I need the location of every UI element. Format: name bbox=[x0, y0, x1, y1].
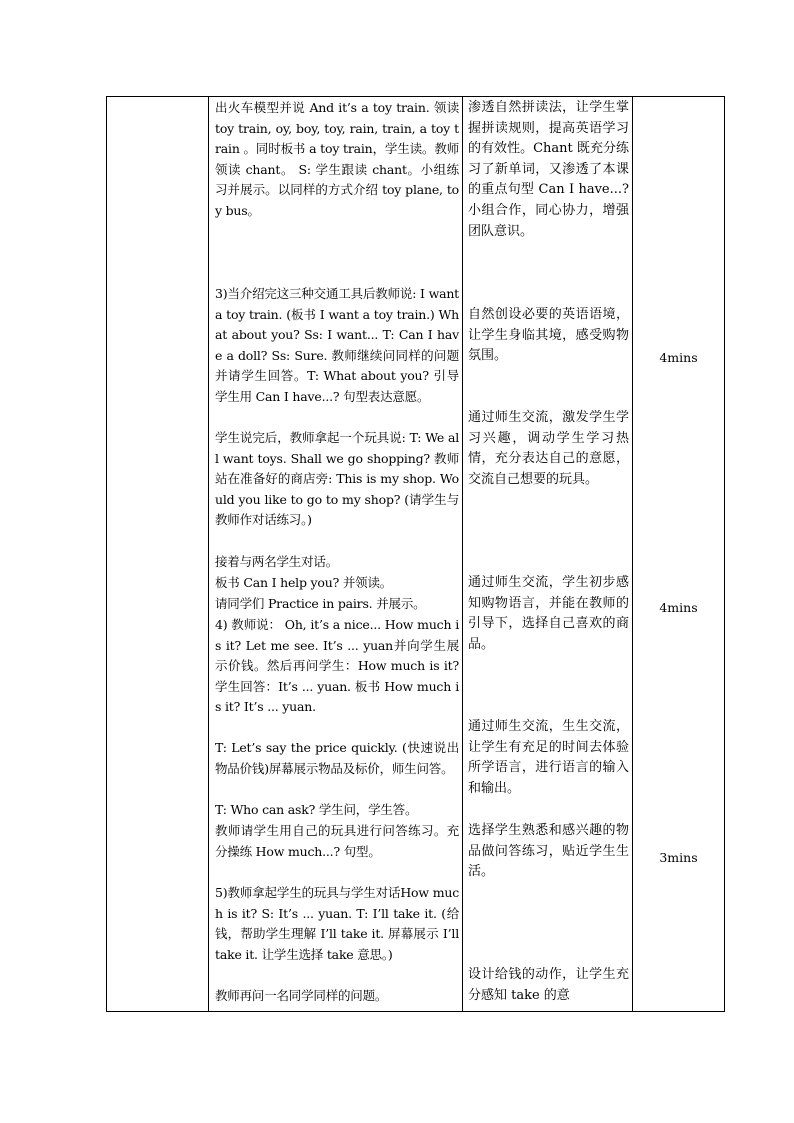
purpose-paragraph-1: 渗透自然拼读法，让学生掌握拼读规则，提高英语学习的有效性。Chant 既充分练习了新单词，又渗透了本课的重点句型 Can I have...? 小组合作，同心协力，增强团队意识。 bbox=[468, 100, 629, 239]
process-paragraph-7: 4) 教师说： Oh, it’s a nice... How much is it? Let me see. It’s ... yuan并向学生展示价钱。然后再问学生：How much is it? 学生回答：It’s ... yuan. 板书 How much is it? It’s ... yuan. bbox=[215, 617, 459, 715]
time-label-3: 3mins bbox=[659, 850, 698, 865]
process-paragraph-11: 5)教师拿起学生的玩具与学生对话How much is it? S: It’s ... yuan. T: I’ll take it. (给钱，帮助学生理解 I’ll take it. 屏幕展示 I’ll take it. 让学生选择 take 意思。) bbox=[215, 885, 459, 962]
process-paragraph-6: 请同学们 Practice in pairs. 并展示。 bbox=[215, 596, 426, 611]
process-paragraph-2: 3)当介绍完这三种交通工具后教师说: I want a toy train. (板书 I want a toy train.) What about you? Ss: I want... T: Can I have a doll? Ss: Sure. 教师继续问同样的问题并请学生回答。T: What about you? 引导学生用 Can I have...? 句型表达意愿。 bbox=[215, 286, 459, 404]
process-paragraph-4: 接着与两名学生对话。 bbox=[215, 554, 339, 569]
process-paragraph-1: 出火车模型并说 And it’s a toy train. 领读 toy train, oy, boy, toy, rain, train, a toy train 。同时板书 a toy train，学生读。教师领读 chant。 S: 学生跟读 chant。小组练习并展示。以同样的方式介绍 toy plane, toy bus。 bbox=[215, 100, 459, 218]
purpose-paragraph-5: 通过师生交流，生生交流，让学生有充足的时间去体验所学语言，进行语言的输入和输出。 bbox=[468, 719, 629, 796]
purpose-paragraph-6: 选择学生熟悉和感兴趣的物品做问答练习，贴近学生生活。 bbox=[468, 823, 629, 880]
time-label-2: 4mins bbox=[659, 600, 698, 615]
design-purpose-column bbox=[463, 97, 633, 1011]
time-column bbox=[633, 97, 724, 1011]
process-paragraph-8: T: Let’s say the price quickly. (快速说出物品价钱)屏幕展示物品及标价，师生问答。 bbox=[215, 740, 459, 776]
lesson-plan-table bbox=[106, 96, 725, 1012]
time-label-1: 4mins bbox=[659, 350, 698, 365]
process-paragraph-10: 教师请学生用自己的玩具进行问答练习。充分操练 How much...? 句型。 bbox=[215, 823, 459, 859]
purpose-paragraph-4: 通过师生交流，学生初步感知购物语言，并能在教师的引导下，选择自己喜欢的商品。 bbox=[468, 575, 629, 652]
stage-column bbox=[107, 97, 209, 1011]
purpose-paragraph-7: 设计给钱的动作，让学生充分感知 take 的意 bbox=[468, 967, 629, 1003]
purpose-paragraph-3: 通过师生交流，激发学生学习兴趣，调动学生学习热情，充分表达自己的意愿，交流自己想要的玩具。 bbox=[468, 410, 629, 487]
teaching-process-column bbox=[209, 97, 463, 1011]
process-paragraph-3: 学生说完后，教师拿起一个玩具说: T: We all want toys. Shall we go shopping? 教师站在准备好的商店旁: This is my shop. Would you like to go to my shop? (请学生与教师作对话练习。) bbox=[215, 430, 459, 528]
process-paragraph-12: 教师再问一名同学同样的问题。 bbox=[215, 988, 388, 1003]
purpose-paragraph-2: 自然创设必要的英语语境，让学生身临其境，感受购物氛围。 bbox=[468, 307, 629, 364]
process-paragraph-5: 板书 Can I help you? 并领读。 bbox=[215, 575, 393, 590]
process-paragraph-9: T: Who can ask? 学生问，学生答。 bbox=[215, 802, 418, 817]
